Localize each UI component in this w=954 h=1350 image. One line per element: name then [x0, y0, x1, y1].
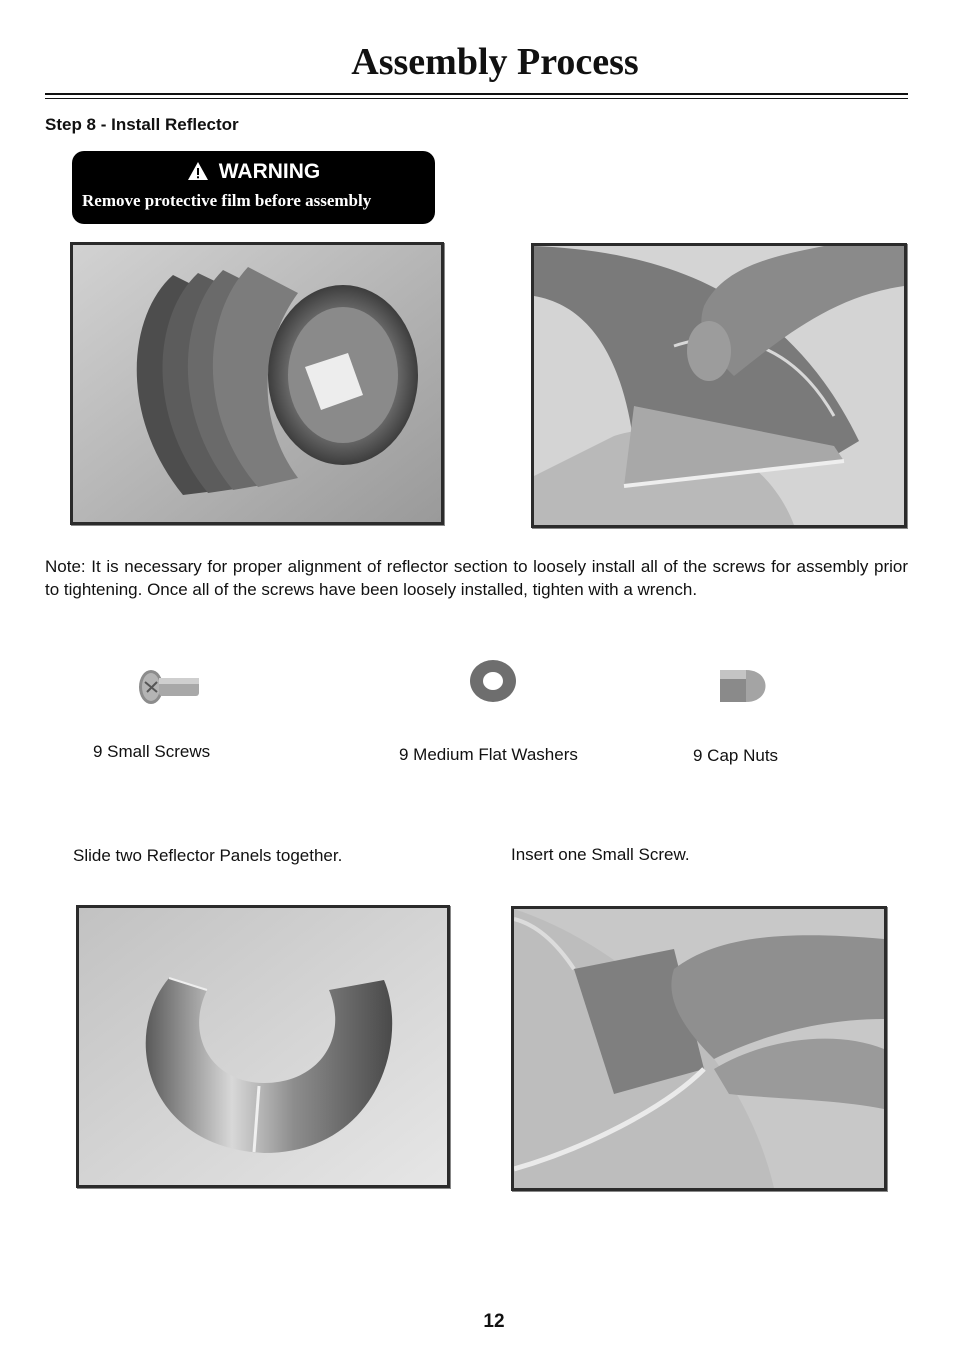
washer-icon [468, 657, 518, 705]
part-label-cap-nuts: 9 Cap Nuts [693, 746, 779, 765]
cap-nut-icon [716, 662, 774, 710]
caption-insert-screw: Insert one Small Screw. [511, 845, 690, 864]
step-heading: Step 8 - Install Reflector [45, 115, 239, 134]
page-title: Assembly Process [351, 41, 639, 83]
title-rule-bottom [45, 98, 908, 99]
caption-slide-panels: Slide two Reflector Panels together. [73, 846, 343, 865]
page-number: 12 [483, 1311, 505, 1332]
warning-text: Remove protective film before assembly [82, 191, 372, 210]
warning-heading-label: WARNING [218, 160, 321, 183]
photo-panels-together [76, 905, 450, 1188]
photo-peel-film [531, 243, 907, 528]
photo-reflector-parts [70, 242, 444, 525]
warning-box [72, 151, 435, 224]
screw-icon [135, 660, 205, 715]
part-label-screws: 9 Small Screws [93, 742, 211, 761]
photo-insert-screw [511, 906, 887, 1191]
warning-triangle-icon [187, 161, 209, 181]
part-label-washers: 9 Medium Flat Washers [399, 745, 578, 764]
title-rule-top [45, 93, 908, 95]
warning-heading [72, 160, 435, 184]
note-paragraph: Note: It is necessary for proper alignment of reflector section to loosely install all of the screws for assembly prior to tightening. Once all of the screws have been loosely installed, tighten with a wrench. [45, 557, 908, 599]
